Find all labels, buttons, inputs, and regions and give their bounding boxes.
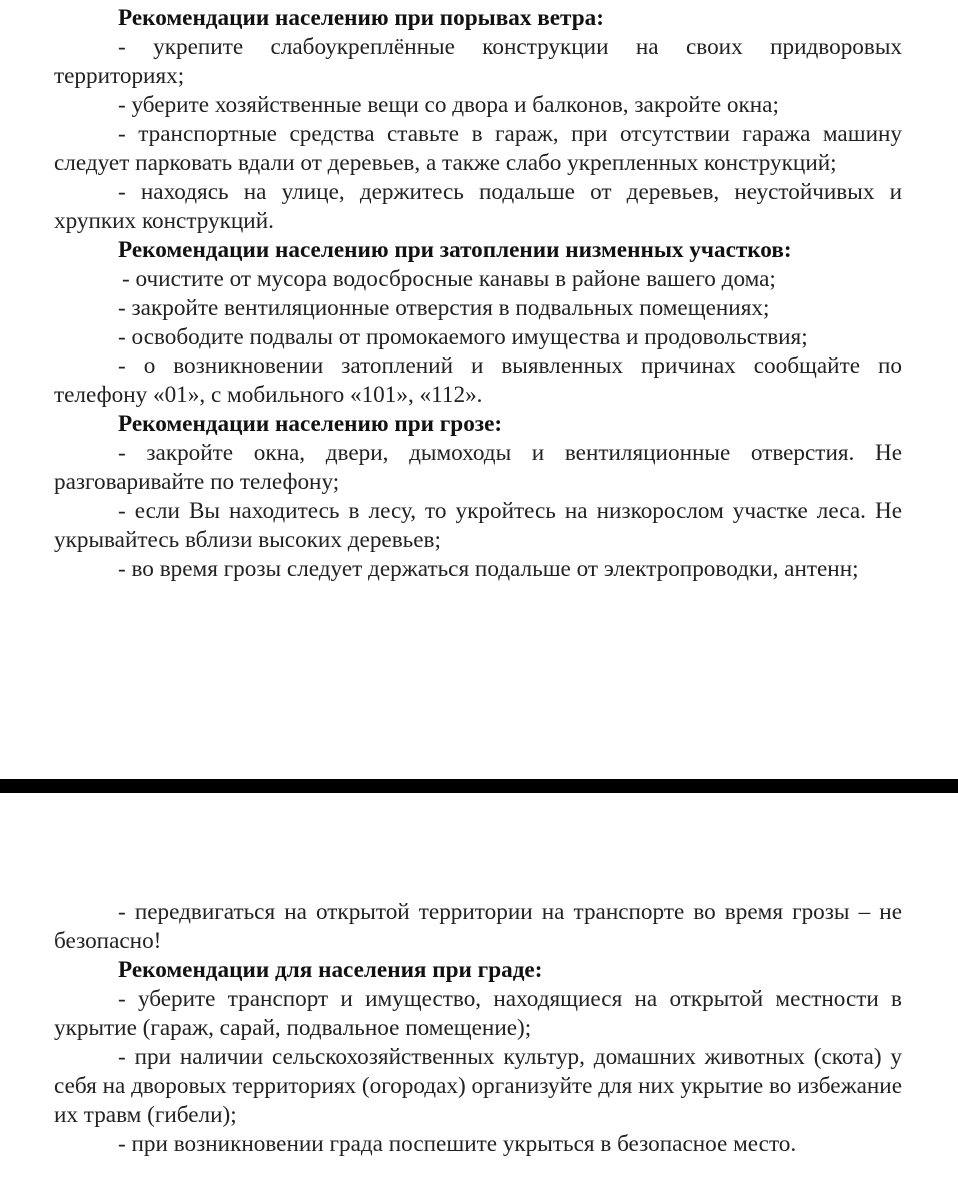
page-divider: [0, 779, 958, 793]
list-item: - при наличии сельскохозяйственных культур, домашних животных (скота) у себя на дворовых территориях (огородах) организуйте для них укрытие во избежание их травм (гибели);: [54, 1044, 902, 1128]
list-item: - очистите от мусора водосбросные канавы в районе вашего дома;: [122, 266, 776, 292]
document-page-1: [54, 4, 902, 584]
list-item: - уберите транспорт и имущество, находящиеся на открытой местности в укрытие (гараж, сарай, подвальное помещение);: [54, 986, 902, 1041]
list-item: - передвигаться на открытой территории на транспорте во время грозы – не безопасно!: [54, 899, 902, 954]
section-heading-flood: Рекомендации населению при затоплении низменных участков:: [118, 237, 792, 263]
section-heading-storm: Рекомендации населению при грозе:: [118, 411, 503, 437]
section-heading-wind: Рекомендации населению при порывах ветра:: [118, 5, 604, 31]
section-heading-hail: Рекомендации для населения при граде:: [118, 957, 543, 983]
list-item: - при возникновении града поспешите укрыться в безопасное место.: [118, 1131, 797, 1157]
list-item: - если Вы находитесь в лесу, то укройтесь на низкорослом участке леса. Не укрывайтесь вблизи высоких деревьев;: [54, 498, 902, 553]
document-page-2: [54, 898, 902, 1159]
list-item: - во время грозы следует держаться подальше от электропроводки, антенн;: [118, 556, 859, 582]
list-item: - транспортные средства ставьте в гараж, при отсутствии гаража машину следует парковать вдали от деревьев, а также слабо укрепленных конструкций;: [54, 121, 902, 176]
list-item: - уберите хозяйственные вещи со двора и балконов, закройте окна;: [118, 92, 779, 118]
list-item: - закройте окна, двери, дымоходы и вентиляционные отверстия. Не разговаривайте по телефону;: [54, 440, 902, 495]
list-item: - находясь на улице, держитесь подальше от деревьев, неустойчивых и хрупких конструкций.: [54, 179, 902, 234]
list-item: - укрепите слабоукреплённые конструкции на своих придворовых территориях;: [54, 34, 902, 89]
list-item: - освободите подвалы от промокаемого имущества и продовольствия;: [118, 324, 808, 350]
list-item: - закройте вентиляционные отверстия в подвальных помещениях;: [118, 295, 770, 321]
list-item: - о возникновении затоплений и выявленных причинах сообщайте по телефону «01», с мобильного «101», «112».: [54, 353, 902, 408]
